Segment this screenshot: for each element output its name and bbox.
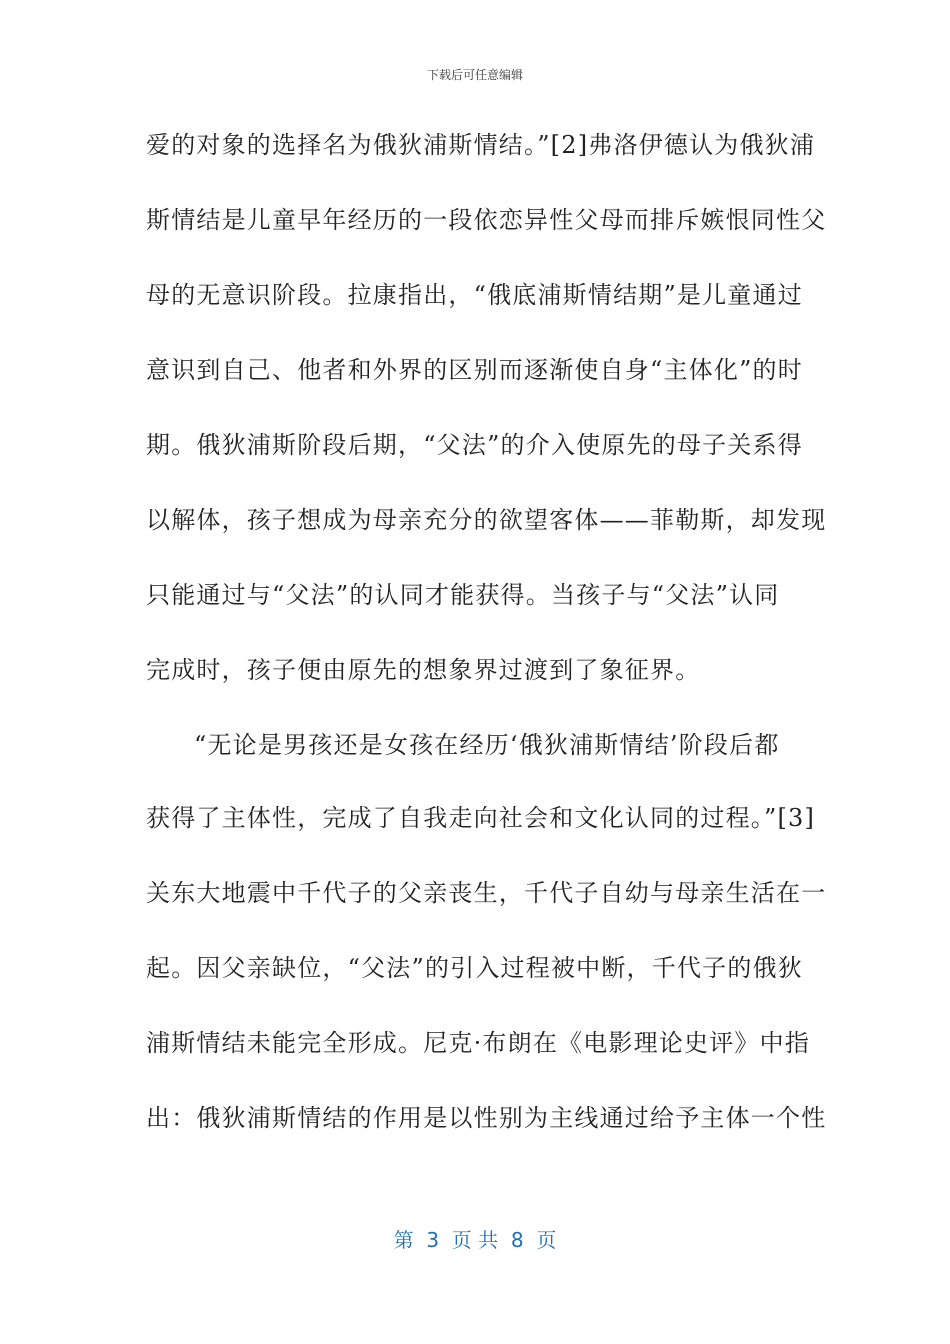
text-line: 关东大地震中千代子的父亲丧生，千代子自幼与母亲生活在一 <box>146 879 827 907</box>
text-line: 意识到自己、他者和外界的区别而逐渐使自身“主体化”的时 <box>146 356 803 384</box>
text-line: 爱的对象的选择名为俄狄浦斯情结。”[2]弗洛伊德认为俄狄浦 <box>146 131 816 159</box>
paragraph-first-line: “无论是男孩还是女孩在经历‘俄狄浦斯情结’阶段后都 <box>194 731 780 759</box>
text-line: 只能通过与“父法”的认同才能获得。当孩子与“父法”认同 <box>146 581 780 609</box>
text-line: 浦斯情结未能完全形成。尼克·布朗在《电影理论史评》中指 <box>146 1029 811 1057</box>
text-line: 母的无意识阶段。拉康指出，“俄底浦斯情结期”是儿童通过 <box>146 281 803 309</box>
text-line: 完成时，孩子便由原先的想象界过渡到了象征界。 <box>146 656 701 684</box>
download-note: 下载后可任意编辑 <box>426 68 523 82</box>
text-line: 以解体，孩子想成为母亲充分的欲望客体——菲勒斯，却发现 <box>146 506 827 534</box>
text-line: 获得了主体性，完成了自我走向社会和文化认同的过程。”[3] <box>146 804 816 832</box>
text-line: 出：俄狄浦斯情结的作用是以性别为主线通过给予主体一个性 <box>146 1104 827 1132</box>
text-line: 期。俄狄浦斯阶段后期，“父法”的介入使原先的母子关系得 <box>146 431 803 459</box>
text-line: 斯情结是儿童早年经历的一段依恋异性父母而排斥嫉恨同性父 <box>146 206 827 234</box>
page-number: 第 3 页 共 8 页 <box>393 1228 557 1252</box>
text-line: 起。因父亲缺位，“父法”的引入过程被中断，千代子的俄狄 <box>146 954 803 982</box>
